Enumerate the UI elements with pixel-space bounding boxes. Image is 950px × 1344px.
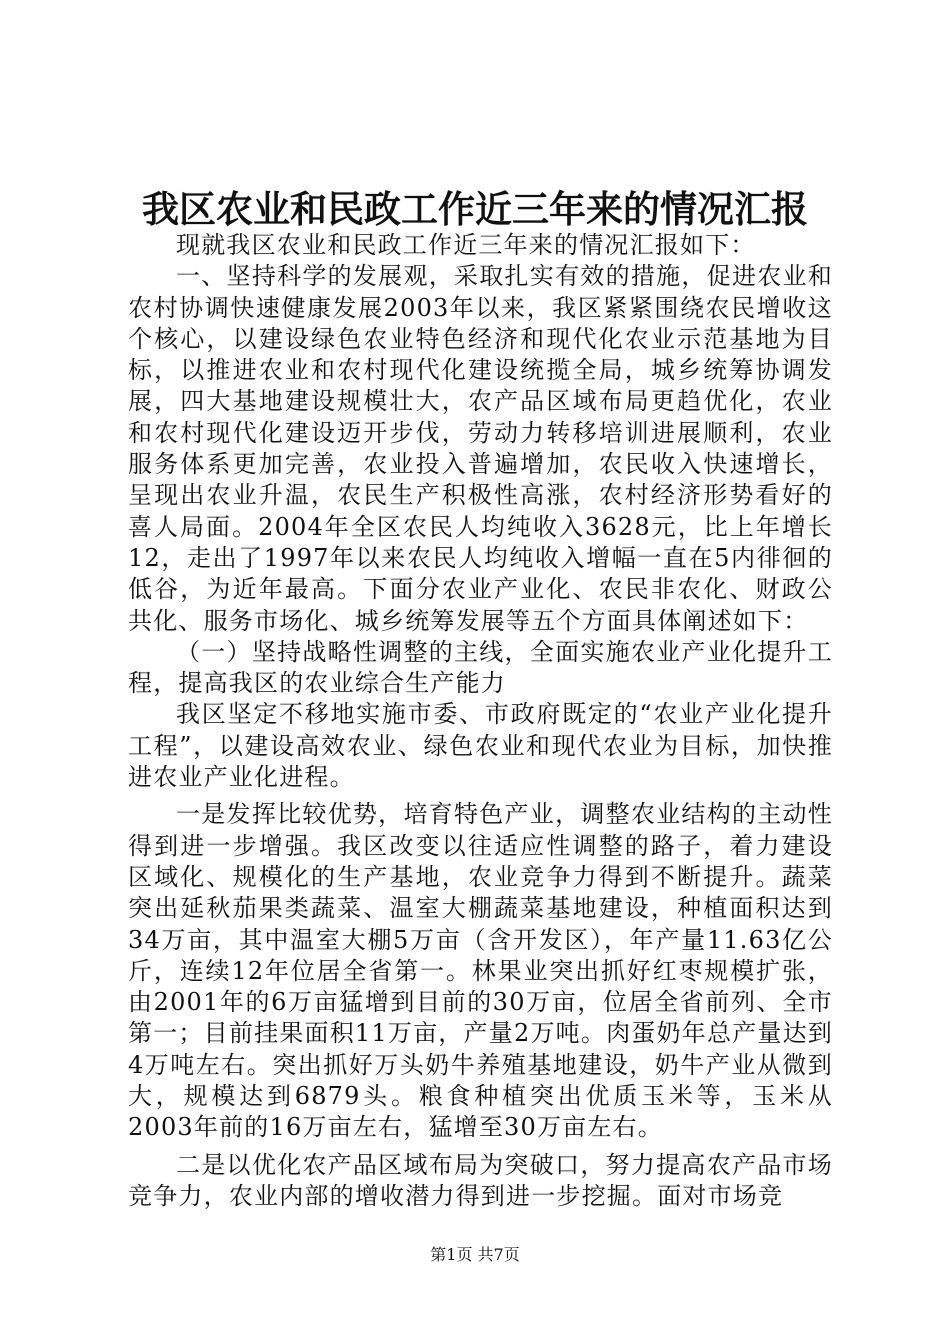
document-title: 我区农业和民政工作近三年来的情况汇报 — [142, 187, 808, 231]
paragraph-point-1: 一是发挥比较优势，培育特色产业，调整农业结构的主动性得到进一步增强。我区改变以往适应性调整的路子，着力建设区域化、规模化的生产基地，农业竞争力得到不断提升。蔬菜突出延秋茄果类蔬菜、温室大棚蔬菜基地建设，种植面积达到34万亩，其中温室大棚5万亩（含开发区），年产量11.63亿公斤，连续12年位居全省第一。林果业突出抓好红枣规模扩张，由2001年的6万亩猛增到目前的30万亩，位居全省前列、全市第一；目前挂果面积11万亩，产量2万吨。肉蛋奶年总产量达到4万吨左右。突出抓好万头奶牛养殖基地建设，奶牛产业从微到大，规模达到6879头。粮食种植突出优质玉米等，玉米从2003年前的16万亩左右，猛增至30万亩左右。 — [128, 800, 833, 1142]
paragraph-implementation: 我区坚定不移地实施市委、市政府既定的“农业产业化提升工程”，以建设高效农业、绿色农业和现代农业为目标，加快推进农业产业化进程。 — [128, 700, 833, 792]
page-footer: 第1页 共7页 — [430, 1245, 520, 1264]
paragraph-subsection-1: （一）坚持战略性调整的主线，全面实施农业产业化提升工程，提高我区的农业综合生产能力 — [128, 637, 833, 698]
paragraph-intro: 现就我区农业和民政工作近三年来的情况汇报如下： — [176, 231, 756, 259]
paragraph-section-1: 一、坚持科学的发展观，采取扎实有效的措施，促进农业和农村协调快速健康发展2003年以来，我区紧紧围绕农民增收这个核心，以建设绿色农业特色经济和现代化农业示范基地为目标，以推进农业和农村现代化建设统揽全局，城乡统筹协调发展，四大基地建设规模壮大，农产品区域布局更趋优化，农业和农村现代化建设迈开步伐，劳动力转移培训进展顺利，农业服务体系更加完善，农业投入普遍增加，农民收入快速增长，呈现出农业升温，农民生产积极性高涨，农村经济形势看好的喜人局面。2004年全区农民人均纯收入3628元，比上年增长12，走出了1997年以来农民人均纯收入增幅一直在5内徘徊的低谷，为近年最高。下面分农业产业化、农民非农化、财政公共化、服务市场化、城乡统筹发展等五个方面具体阐述如下： — [128, 262, 833, 635]
paragraph-point-2: 二是以优化农产品区域布局为突破口，努力提高农产品市场竞争力，农业内部的增收潜力得到进一步挖掘。面对市场竞 — [128, 1150, 833, 1210]
document-body — [128, 230, 833, 1212]
